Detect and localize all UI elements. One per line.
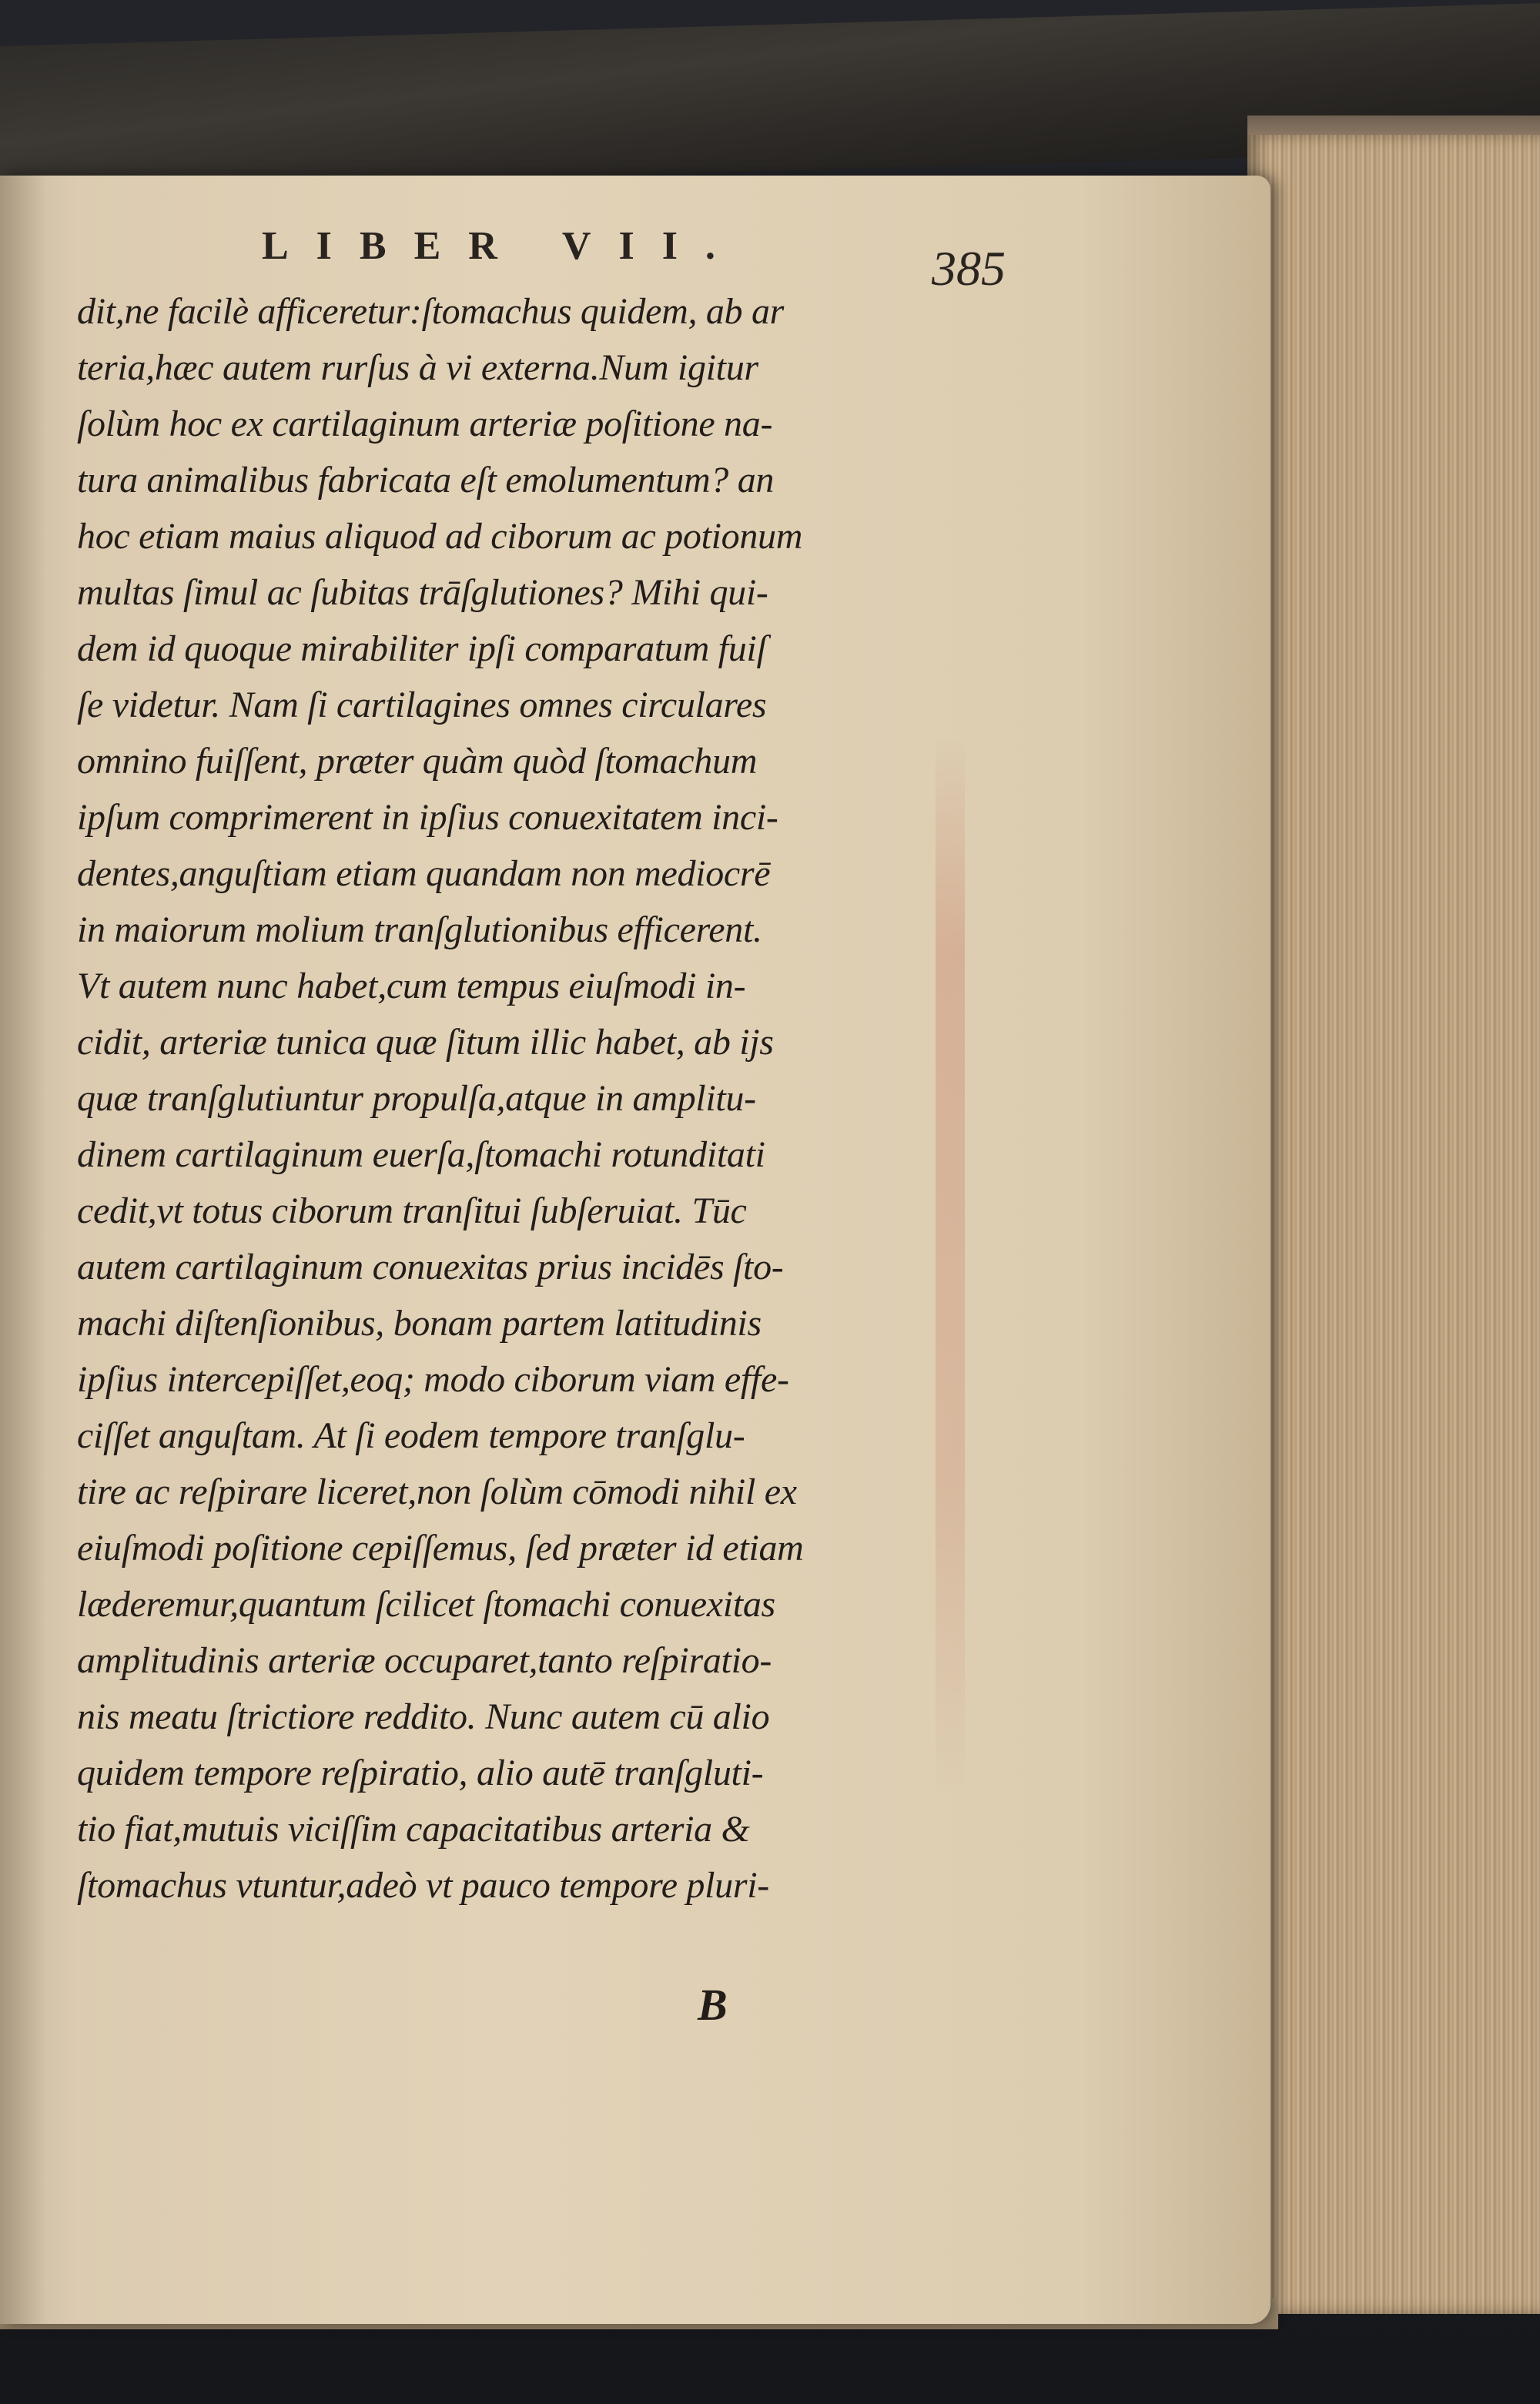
text-line: autem cartilaginum conuexitas prius incidēs ſto- xyxy=(77,1247,784,1287)
text-line: ciſſet anguſtam. At ſi eodem tempore tranſglu- xyxy=(77,1415,745,1456)
text-line: ipſum comprimerent in ipſius conuexitatem inci- xyxy=(77,797,778,838)
text-line: cidit, arteriæ tunica quæ ſitum illic habet, ab ijs xyxy=(77,1022,774,1063)
text-line: eiuſmodi poſitione cepiſſemus, ſed præter id etiam xyxy=(77,1528,804,1569)
running-head: LIBER VII. xyxy=(262,224,743,268)
text-line: dinem cartilaginum euerſa,ſtomachi rotunditati xyxy=(77,1134,765,1175)
text-line: ſtomachus vtuntur,adeò vt pauco tempore pluri- xyxy=(77,1865,769,1906)
page-block-edges xyxy=(1247,135,1540,2314)
text-line: tire ac reſpirare liceret,non ſolùm cōmodi nihil ex xyxy=(77,1472,797,1512)
signature-mark: B xyxy=(698,1980,728,2030)
text-line: Vt autem nunc habet,cum tempus eiuſmodi in- xyxy=(77,966,746,1006)
text-line: nis meatu ſtrictiore reddito. Nunc autem cū alio xyxy=(77,1696,770,1737)
body-text xyxy=(77,283,974,1970)
text-line: omnino fuiſſent, præter quàm quòd ſtomachum xyxy=(77,741,758,782)
text-line: dem id quoque mirabiliter ipſi comparatum fuiſ xyxy=(77,628,767,669)
text-line: dentes,anguſtiam etiam quandam non mediocrē xyxy=(77,853,771,894)
text-line: ipſius intercepiſſet,eoq; modo ciborum viam effe- xyxy=(77,1359,789,1400)
text-line: ſolùm hoc ex cartilaginum arteriæ poſitione na- xyxy=(77,403,773,444)
text-line: teria,hæc autem rurſus à vi externa.Num igitur xyxy=(77,347,758,388)
text-line: quidem tempore reſpiratio, alio autē tranſgluti- xyxy=(77,1753,764,1793)
text-line: ſe videtur. Nam ſi cartilagines omnes circulares xyxy=(77,685,767,725)
text-line: tio fiat,mutuis viciſſim capacitatibus arteria & xyxy=(77,1809,750,1850)
text-line: multas ſimul ac ſubitas trāſglutiones? Mihi qui- xyxy=(77,572,768,613)
text-line: tura animalibus fabricata eſt emolumentum? an xyxy=(77,460,775,501)
text-line: dit,ne facilè afficeretur:ſtomachus quidem, ab ar xyxy=(77,291,785,332)
text-line: læderemur,quantum ſcilicet ſtomachi conuexitas xyxy=(77,1584,775,1625)
page-number: 385 xyxy=(932,241,1006,296)
text-line: quæ tranſglutiuntur propulſa,atque in amplitu- xyxy=(77,1078,756,1119)
text-line: amplitudinis arteriæ occuparet,tanto reſpiratio- xyxy=(77,1640,772,1681)
text-line: machi diſtenſionibus, bonam partem latitudinis xyxy=(77,1303,762,1344)
text-line: cedit,vt totus ciborum tranſitui ſubſeruiat. Tūc xyxy=(77,1190,747,1231)
text-line: hoc etiam maius aliquod ad ciborum ac potionum xyxy=(77,516,803,557)
text-line: in maiorum molium tranſglutionibus efficerent. xyxy=(77,909,762,950)
